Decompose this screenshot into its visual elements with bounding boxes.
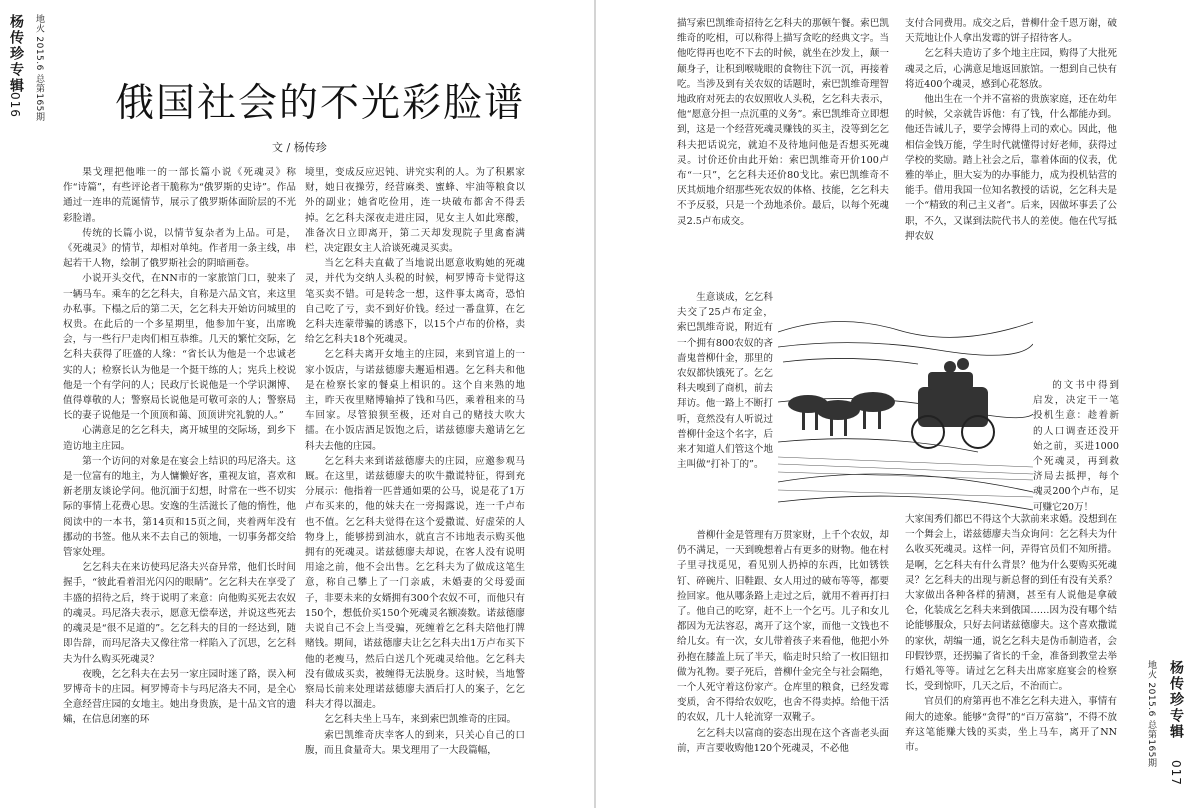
page-number-right: 017 bbox=[1169, 760, 1183, 786]
paragraph: 心满意足的乞乞科夫，离开城里的交际场，到乡下造访地主庄园。 bbox=[63, 425, 296, 452]
paragraph: 果戈理把他唯一的一部长篇小说《死魂灵》称作“诗篇”，有些评论者干脆称为“俄罗斯的史诗”。作品通过一连串的荒诞情节，展示了俄罗斯体面阶层的不光彩脸谱。 bbox=[63, 167, 296, 224]
left-side-strip bbox=[0, 0, 32, 808]
article-byline: 文 / 杨传珍 bbox=[272, 141, 327, 154]
illustration-horse-carriage bbox=[778, 292, 908, 522]
paragraph: 索巴凯维奇庆幸客人的到来，只关心自己的口腹，而且食量奇大。果戈理用了一大段篇幅， bbox=[305, 729, 525, 756]
paragraph: 乞乞科夫造访了多个地主庄园，购得了大批死魂灵之后，心满意足地返回旅馆。一想到自己快有将近400个魂灵，感到心花怒放。 bbox=[905, 48, 1117, 90]
text-column-4-wrap bbox=[1033, 378, 1119, 512]
paragraph: 乞乞科夫来到诺兹德廖夫的庄园，应邀参观马厩。在这里，诺兹德廖夫的吹牛撒谎特征，得到充分展示：他指着一匹普通如栗的公马，说是花了1万卢布买来的，他的妹夫在一旁揭露说，连一千卢布也不值。乞乞科夫觉得在这个爱撒谎、好虚荣的人物身上，能够捞到油水，就直言不讳地表示购买他拥有的死魂灵。诺兹德廖夫却说，在客人没有说明用途之前，他不会出售。乞乞科夫为了做成这笔生意，称自己攀上了一门亲戚，未婚妻的父母爱面子，非要未来的女婿拥有300个农奴不可，而他只有150个，想低价买150个死魂灵名额凑数。诺兹德廖夫说自己不会上当受骗，死缠着乞乞科夫陪他打牌赌钱。期间，诺兹德廖夫让乞乞科夫出1万卢布买下他的老瘦马，然后白送几个死魂灵给他。乞乞科夫没有做成买卖，被缠得无法脱身。这时候，当地警察局长前来处理诺兹德廖夫酒后打人的案子，乞乞科夫才得以溜走。 bbox=[305, 455, 525, 711]
paragraph: 乞乞科夫以富商的姿态出现在这个吝啬老头面前，声言要收购他120个死魂灵，不必他 bbox=[677, 727, 889, 754]
paragraph: 他出生在一个并不富裕的贵族家庭，还在幼年的时候，父亲就告诉他：有了钱，什么都能办到。他还告诫儿子，要学会博得上司的欢心。因此，他相信金钱万能，学生时代就懂得讨好老师，获得过学校的奖励。踏上社会之后，靠着体面的仪表，优雅的举止，胆大妄为的办事能力，成为投机钻营的能手。借用我国一位知名教授的话说，乞乞科夫是一个“精致的利己主义者”。后来，因做坏事丢了公职，不久，又谋到法院代书人的差使。他在代写抵押农奴 bbox=[905, 94, 1117, 242]
text-column-3 bbox=[677, 16, 889, 288]
paragraph: 的文书中得到启发，决定干一笔投机生意：趁着新的人口调查还没开始之前，买进1000个死魂灵，再到救济局去抵押，每个魂灵200个卢布，足可赚它20万！ bbox=[1033, 380, 1119, 512]
paragraph: 大家闺秀们都巴不得这个大款前来求婚。没想到在一个舞会上，诺兹德廖夫当众询问：乞乞科夫为什么收买死魂灵。这样一问，弄得官员们不知所措。是啊，乞乞科夫有什么背景？他为什么要购买死魂灵？乞乞科夫的出现与新总督的到任有没有关系？大家做出各种各样的猜测，甚至有人说他是拿破仑，化装成乞乞科夫来到俄国……因为没有哪个结论能够服众，只好去问诺兹德廖夫。这个喜欢撒谎的家伙，胡编一通，说乞乞科夫是伪币制造者，会印假钞票，还拐骗了省长的千金，准备到教堂去举行婚礼等等。请过乞乞科夫出席家庭宴会的检察长，受到惊吓，几天之后，不治而亡。 bbox=[905, 514, 1117, 693]
paragraph: 支付合同费用。成交之后，普柳什金千恩万谢，破天荒地让仆人拿出发霉的饼子招待客人。 bbox=[905, 18, 1117, 45]
paragraph: 乞乞科夫离开女地主的庄园，来到官道上的一家小饭店，与诺兹德廖夫邂逅相遇。乞乞科夫和他是在检察长家的餐桌上相识的。这个自来熟的地主，昨天夜里赌博输掉了钱和马匹，乘着租来的马车回家。尽管狼狈至极，还对自己的赌技大吹大擂。在小饭店酒足饭饱之后，诺兹德廖夫邀请乞乞科夫去他的庄园。 bbox=[305, 349, 525, 452]
paragraph: 普柳什金是管理有万贯家财，上千个农奴，却仍不满足，一天到晚想着占有更多的财物。他在村子里寻找觅见，看见别人扔掉的东西，比如锈铁钉、碎碗片、旧鞋跟、女人用过的破布等等，都要捡回家。他从哪条路上走过之后，就用不着再打扫了。他自己的吃穿，赶不上一个乞丐。儿子和女儿都因为无法容忍，离开了这个家，而他一文钱也不给儿女。有一次，女儿带着孩子来看他，他把小外孙抱在膝盖上玩了半天，临走时只给了一枚旧钮扣做为礼物。要子死后，普柳什金完全与社会隔绝，一个人死守着这份家产。仓库里的粮食，已经发霉变质，舍不得给农奴吃，也舍不得卖掉。给他干活的农奴，几十人轮流穿一双靴子。 bbox=[677, 530, 889, 724]
text-column-2 bbox=[305, 165, 525, 785]
left-page bbox=[0, 0, 595, 808]
page-gutter bbox=[594, 0, 596, 808]
column-title-right: 杨传珍专辑 bbox=[1168, 660, 1184, 740]
text-column-4b bbox=[905, 512, 1117, 790]
paragraph: 境里，变成反应迟钝、讲究实利的人。为了积累家财，她日夜操劳，经营麻类、蜜蜂、牢油等粮食以外的副业；她省吃俭用，连一块破布都舍不得丢掉。乞乞科夫深夜走进庄园，见女主人如此寒酸，准备次日立即离开，第二天却发现院子里禽畜满栏，决定跟女主人洽谈死魂灵买卖。 bbox=[305, 167, 525, 255]
paragraph: 夜晚，乞乞科夫在去另一家庄园时迷了路，误入柯罗博奇卡的庄园。柯罗博奇卡与玛尼洛夫不同，是全心全意经营庄园的女地主。她出身贵族，是十品文官的遗孀，在信息闭塞的环 bbox=[63, 668, 296, 726]
paragraph: 生意谈成，乞乞科夫交了25卢布定金，索巴凯维奇说，附近有一个拥有800农奴的吝啬鬼普柳什金，那里的农奴都快饿死了。乞乞科夫嗅到了商机，前去拜访。他一路上不断打听，竟然没有人听说过普柳什金这个名字，后来才知道人们管这个地主叫做“打补丁的”。 bbox=[677, 292, 773, 471]
issue-line-right: 地火 2015.6 总第165期 bbox=[1146, 660, 1156, 768]
text-column-3-wrap bbox=[677, 290, 773, 526]
text-column-3b bbox=[677, 528, 889, 790]
page-number-left: 016 bbox=[8, 92, 22, 118]
paragraph: 乞乞科夫在来访使玛尼洛夫兴奋异常，他们长时间握手，“彼此看着泪光闪闪的眼睛”。乞乞科夫在享受了丰盛的招待之后，终于说明了来意：向他购买死去农奴的魂灵。玛尼洛夫表示，愿意无偿奉送，并说这些死去的魂灵是“很不足道的”。乞乞科夫的目的一经达到，随即告辞，而玛尼洛夫又像往常一样陷入了沉思，乞乞科夫为什么购买死魂灵？ bbox=[63, 562, 296, 665]
text-column-1 bbox=[63, 165, 296, 785]
paragraph: 乞乞科夫坐上马车，来到索巴凯维奇的庄园。 bbox=[324, 714, 517, 726]
text-column-4 bbox=[905, 16, 1117, 376]
paragraph: 传统的长篇小说，以情节复杂者为上品。可是，《死魂灵》的情节，却相对单纯。作者用一条主线，串起若干人物，绘制了俄罗斯社会的阴暗画卷。 bbox=[63, 227, 296, 270]
right-side-strip bbox=[1160, 0, 1191, 808]
paragraph: 当乞乞科夫直截了当地说出愿意收购她的死魂灵，并代为交纳人头税的时候，柯罗博奇卡觉得这笔买卖不错。可是转念一想，这件事太离奇，恐怕自己吃了亏，卖不到好价钱。经过一番盘算，在乞乞科夫连蒙带骗的诱惑下，以15个卢布的价格，卖给乞乞科夫18个死魂灵。 bbox=[305, 258, 525, 346]
article-title: 俄国社会的不光彩脸谱 bbox=[115, 81, 526, 126]
issue-line-left: 地火 2015.6 总第165期 bbox=[34, 14, 44, 122]
paragraph: 第一个访问的对象是在宴会上结识的玛尼洛夫。这是一位富有的地主，为人慵懒好客，重视友谊，喜欢和新老朋友谈论学问。他沉湎于幻想，时常在一些不切实际的事情上花费心思。安逸的生活滋长了他的惰性，他阅读中的一本书，第14页和15页之间，夹着两年没有挪动的书签。他从来不去自己的领地，一切事务都交给管家处理。 bbox=[63, 455, 296, 559]
paragraph: 官员们的府第再也不准乞乞科夫进入，事情有闹大的迹象。能够“贪得”的“百万富翁”，不得不放弃这笔能赚大钱的买卖，坐上马车，离开了NN市。 bbox=[905, 696, 1117, 754]
paragraph: 小说开头交代，在NN市的一家旅馆门口，驶来了一辆马车。乘车的乞乞科夫，自称是六品文官，来这里办私事。下榻之后的第二天，乞乞科夫开始访问城里的权贵。在此后的一个多星期里，他参加午宴，出席晚会，与一些行尸走肉们相互恭维。几天的繁忙交际，乞乞科夫获得了旺盛的人缘：“省长认为他是一个忠诚老实的人；检察长认为他是一个挺干练的人；宪兵上校说他是一个有学问的人；民政厅长说他是一个学识渊博、值得尊敬的人；警察局长说他是可敬可亲的人；警察局长的妻子说他是一个顶顶和蔼、顶顶讲究礼貌的人。” bbox=[63, 273, 296, 422]
paragraph: 描写索巴凯维奇招待乞乞科夫的那顿午餐。索巴凯维奇的吃相，可以称得上描写贪吃的经典文字。当他吃得再也吃不下去的时候，就坐在沙发上，颠一颠身子，让积到喉咙眼的食物往下沉一沉，再接着吃。当涉及到有关农奴的话题时，索巴凯维奇理智地政府对死去的农奴照收人头税，乞乞科夫表示，他“愿意分担一点沉重的义务”。索巴凯维奇立即想到，这是一个经营死魂灵赚钱的买主，没等到乞乞科夫把话说完，就迫不及待地问他是否想买死魂灵。讨价还价由此开始：索巴凯维奇开价100卢布“一只”，乞乞科夫还价80戈比。索巴凯维奇不厌其烦地介绍那些死农奴的体格、技能，乞乞科夫不予反驳，只是一个劲地杀价。最后，以每个死魂灵2.5卢布成交。 bbox=[677, 18, 889, 227]
column-title-left: 杨传珍专辑 bbox=[8, 14, 24, 94]
